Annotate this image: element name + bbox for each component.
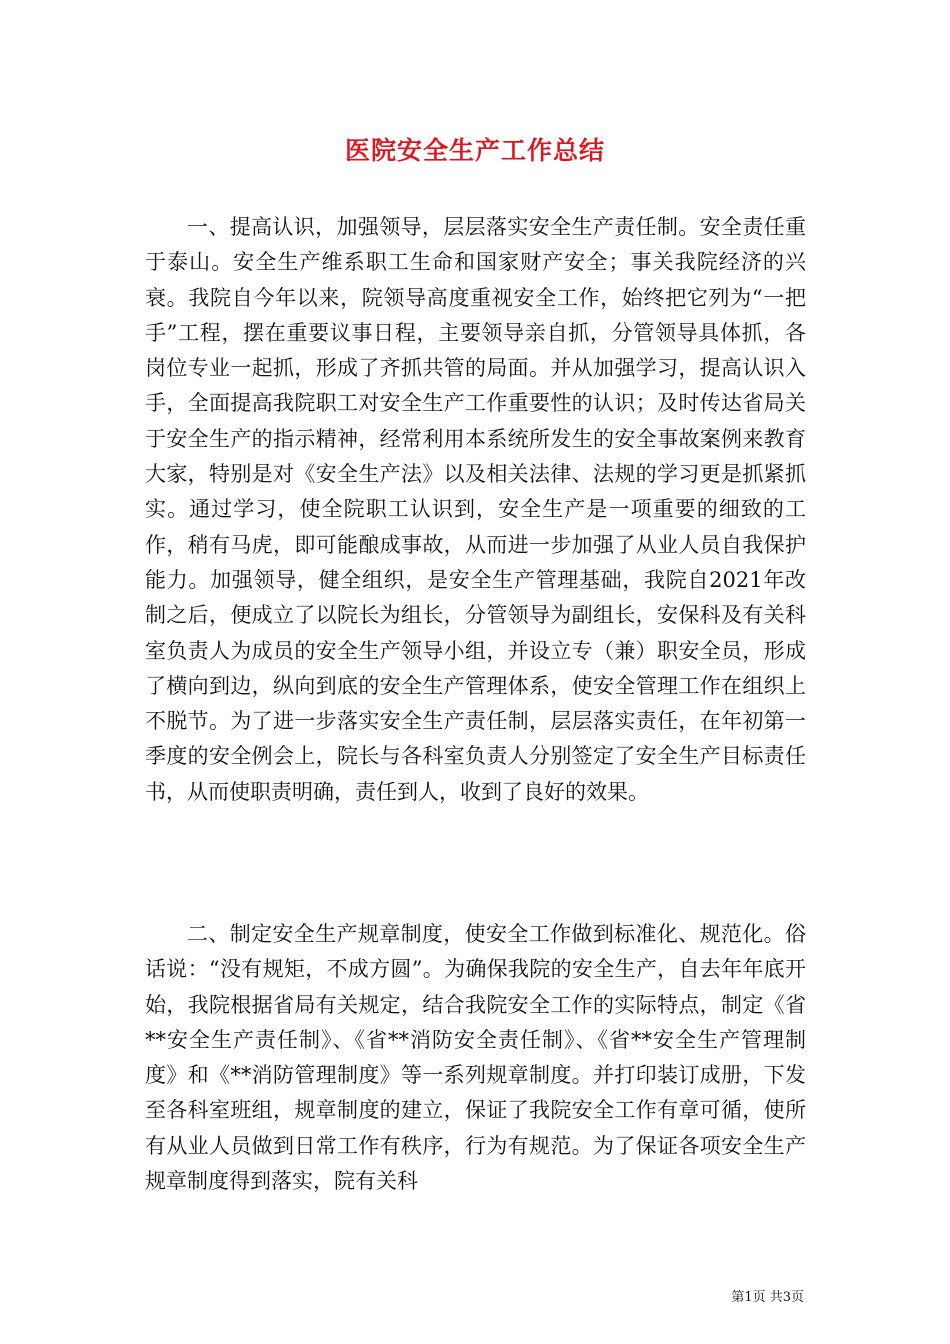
paragraph-1: 一、提高认识，加强领导，层层落实安全生产责任制。安全责任重于泰山。安全生产维系职工生命和国家财产安全；事关我院经济的兴衰。我院自今年以来，院领导高度重视安全工作，始终把它列为“一把手”工程，摆在重要议事日程，主要领导亲自抓，分管领导具体抓，各岗位专业一起抓，形成了齐抓共管的局面。并从加强学习，提高认识入手，全面提高我院职工对安全生产工作重要性的认识；及时传达省局关于安全生产的指示精神，经常利用本系统所发生的安全事故案例来教育大家，特别是对《安全生产法》以及相关法律、法规的学习更是抓紧抓实。通过学习，使全院职工认识到，安全生产是一项重要的细致的工作，稍有马虎，即可能酿成事故，从而进一步加强了从业人员自我保护能力。加强领导，健全组织，是安全生产管理基础，我院自2021年改制之后，便成立了以院长为组长，分管领导为副组长，安保科及有关科室负责人为成员的安全生产领导小组，并设立专（兼）职安全员，形成了横向到边，纵向到底的安全生产管理体系，使安全管理工作在组织上不脱节。为了进一步落实安全生产责任制，层层落实责任，在年初第一季度的安全例会上，院长与各科室负责人分别签定了安全生产目标责任书，从而使职责明确，责任到人，收到了良好的效果。 xyxy=(145,215,806,804)
paragraph-2: 二、制定安全生产规章制度，使安全工作做到标准化、规范化。俗话说：“没有规矩，不成方圆”。为确保我院的安全生产，自去年年底开始，我院根据省局有关规定，结合我院安全工作的实际特点，制定《省**安全生产责任制》、《省**消防安全责任制》、《省**安全生产管理制度》和《**消防管理制度》等一系列规章制度。并打印装订成册，下发至各科室班组，规章制度的建立，保证了我院安全工作有章可循，使所有从业人员做到日常工作有秩序，行为有规范。为了保证各项安全生产规章制度得到落实，院有关科 xyxy=(145,922,806,1194)
page-number: 第1页 共3页 xyxy=(731,1290,804,1305)
document-title: 医院安全生产工作总结 xyxy=(344,136,605,165)
